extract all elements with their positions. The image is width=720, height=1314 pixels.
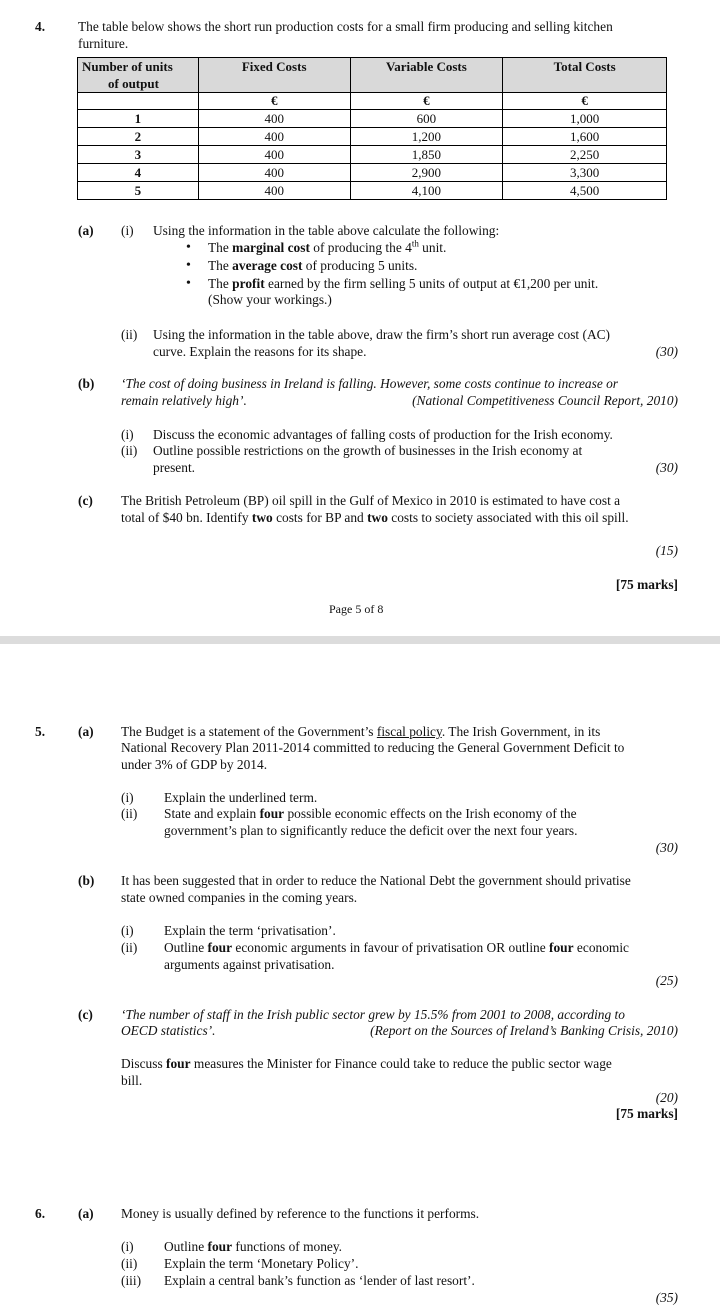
q5-part-b-ii-text: Outline four economic arguments in favour of privatisation OR outline four economic [164, 940, 629, 955]
cell-total: 2,250 [503, 146, 667, 164]
q6-marks: (35) [655, 1290, 678, 1305]
q5-part-a-i-label: (i) [121, 790, 134, 805]
cell-fixed: 400 [198, 164, 350, 182]
cell-total: 3,300 [503, 164, 667, 182]
table-row [78, 110, 667, 128]
cell-fixed: 400 [198, 128, 350, 146]
table-row [78, 146, 667, 164]
currency-symbol: € [350, 93, 503, 110]
cell-units: 4 [78, 164, 199, 182]
q6-part-i-text: Outline four functions of money. [164, 1239, 343, 1254]
header-units: Number of units of output [78, 58, 199, 93]
cell-fixed: 400 [198, 146, 350, 164]
production-costs-table [77, 57, 667, 200]
q5-part-c-label: (c) [78, 1007, 93, 1022]
part-b-ii-label: (ii) [121, 443, 138, 458]
q6-part-i-label: (i) [121, 1239, 134, 1254]
q5-part-c-marks: (20) [655, 1090, 678, 1105]
bullet-icon: • [186, 276, 191, 291]
bullet-marginal-cost: The marginal cost of producing the 4th unit. [208, 238, 447, 255]
part-c-text-line2: total of $40 bn. Identify two costs for BP and two costs to society associated with this oil spill. [121, 510, 629, 525]
cell-fixed: 400 [198, 182, 350, 200]
q6-part-iii-text: Explain a central bank’s function as ‘lender of last resort’. [164, 1273, 475, 1288]
q6-part-iii-label: (iii) [121, 1273, 142, 1288]
q5-part-c-quote-line2: OECD statistics’. [121, 1023, 216, 1038]
part-b-ii-text: Outline possible restrictions on the growth of businesses in the Irish economy at [153, 443, 583, 458]
q6-part-ii-text: Explain the term ‘Monetary Policy’. [164, 1256, 359, 1271]
bullet-profit-line2: (Show your workings.) [208, 292, 332, 307]
table-header-row [78, 58, 667, 93]
part-a-i-label: (i) [121, 223, 134, 238]
part-a-i-text: Using the information in the table above calculate the following: [153, 223, 500, 238]
page-divider [0, 636, 720, 644]
header-total-costs: Total Costs [503, 58, 667, 93]
question-4-total-marks: [75 marks] [615, 577, 678, 592]
q5-part-c-text-line2: bill. [121, 1073, 143, 1088]
bullet-profit: The profit earned by the firm selling 5 units of output at €1,200 per unit. [208, 276, 599, 291]
bullet-icon: • [186, 240, 191, 255]
part-c-text: The British Petroleum (BP) oil spill in the Gulf of Mexico in 2010 is estimated to have cost a [121, 493, 621, 508]
question-5-number: 5. [35, 724, 46, 739]
part-b-source: (National Competitiveness Council Report, 2010) [412, 393, 678, 408]
q5-part-b-ii-text-line2: arguments against privatisation. [164, 957, 335, 972]
header-variable-costs: Variable Costs [350, 58, 503, 93]
part-b-i-text: Discuss the economic advantages of falling costs of production for the Irish economy. [153, 427, 613, 442]
part-b-label: (b) [78, 376, 95, 391]
part-a-label: (a) [78, 223, 94, 238]
q5-part-a-text: The Budget is a statement of the Government’s fiscal policy. The Irish Government, in its [121, 724, 601, 739]
q5-part-b-i-text: Explain the term ‘privatisation’. [164, 923, 336, 938]
q5-part-c-quote: ‘The number of staff in the Irish public sector grew by 15.5% from 2001 to 2008, according to [121, 1007, 625, 1022]
q5-part-b-label: (b) [78, 873, 95, 888]
q5-part-a-ii-text-line2: government’s plan to significantly reduce the deficit over the next four years. [164, 823, 578, 838]
cell-variable: 600 [350, 110, 503, 128]
table-row [78, 128, 667, 146]
q5-part-a-text-line3: under 3% of GDP by 2014. [121, 757, 268, 772]
q5-part-a-marks: (30) [655, 840, 678, 855]
q5-part-b-i-label: (i) [121, 923, 134, 938]
q5-part-b-text: It has been suggested that in order to reduce the National Debt the government should privatise [121, 873, 631, 888]
part-b-ii-text-line2: present. [153, 460, 196, 475]
q6-part-a-label: (a) [78, 1206, 94, 1221]
cell-variable: 2,900 [350, 164, 503, 182]
q5-part-a-ii-label: (ii) [121, 806, 138, 821]
q5-part-b-text-line2: state owned companies in the coming years. [121, 890, 358, 905]
page-number: Page 5 of 8 [329, 602, 384, 616]
q5-part-b-ii-label: (ii) [121, 940, 138, 955]
question-4-number: 4. [35, 19, 46, 34]
bullet-average-cost: The average cost of producing 5 units. [208, 258, 418, 273]
cell-fixed: 400 [198, 110, 350, 128]
q6-part-a-text: Money is usually defined by reference to the functions it performs. [121, 1206, 480, 1221]
part-b-marks: (30) [655, 460, 678, 475]
q5-part-a-i-text: Explain the underlined term. [164, 790, 318, 805]
cell-total: 1,600 [503, 128, 667, 146]
table-currency-row [78, 93, 667, 110]
cell-variable: 4,100 [350, 182, 503, 200]
cell-variable: 1,200 [350, 128, 503, 146]
part-a-ii-label: (ii) [121, 327, 138, 342]
question-6-number: 6. [35, 1206, 46, 1221]
currency-symbol: € [198, 93, 350, 110]
header-fixed-costs: Fixed Costs [198, 58, 350, 93]
q5-part-a-label: (a) [78, 724, 94, 739]
part-a-ii-text: Using the information in the table above, draw the firm’s short run average cost (AC) [153, 327, 611, 342]
cell-total: 4,500 [503, 182, 667, 200]
cell-units: 5 [78, 182, 199, 200]
cell-units: 2 [78, 128, 199, 146]
part-a-ii-text-line2: curve. Explain the reasons for its shape. [153, 344, 367, 359]
q5-part-c-text: Discuss four measures the Minister for Finance could take to reduce the public sector wage [121, 1056, 612, 1071]
part-a-marks: (30) [655, 344, 678, 359]
part-c-label: (c) [78, 493, 93, 508]
cell-units: 1 [78, 110, 199, 128]
q6-part-ii-label: (ii) [121, 1256, 138, 1271]
question-4-intro: The table below shows the short run production costs for a small firm producing and selling kitchen [78, 19, 613, 34]
q5-part-a-ii-text: State and explain four possible economic effects on the Irish economy of the [164, 806, 577, 821]
q5-part-c-source: (Report on the Sources of Ireland’s Banking Crisis, 2010) [370, 1023, 678, 1038]
table-row [78, 164, 667, 182]
table-row [78, 182, 667, 200]
question-5-total-marks: [75 marks] [615, 1106, 678, 1121]
underlined-term: fiscal policy [376, 724, 442, 739]
cell-units: 3 [78, 146, 199, 164]
cell-total: 1,000 [503, 110, 667, 128]
part-b-quote-line2: remain relatively high’. [121, 393, 247, 408]
bullet-icon: • [186, 258, 191, 273]
question-4-intro-line2: furniture. [78, 36, 129, 51]
part-c-marks: (15) [655, 543, 678, 558]
part-b-i-label: (i) [121, 427, 134, 442]
q5-part-b-marks: (25) [655, 973, 678, 988]
currency-symbol: € [503, 93, 667, 110]
part-b-quote: ‘The cost of doing business in Ireland is falling. However, some costs continue to increase or [121, 376, 619, 391]
cell-variable: 1,850 [350, 146, 503, 164]
q5-part-a-text-line2: National Recovery Plan 2011-2014 committed to reducing the General Government Deficit to [121, 740, 625, 755]
